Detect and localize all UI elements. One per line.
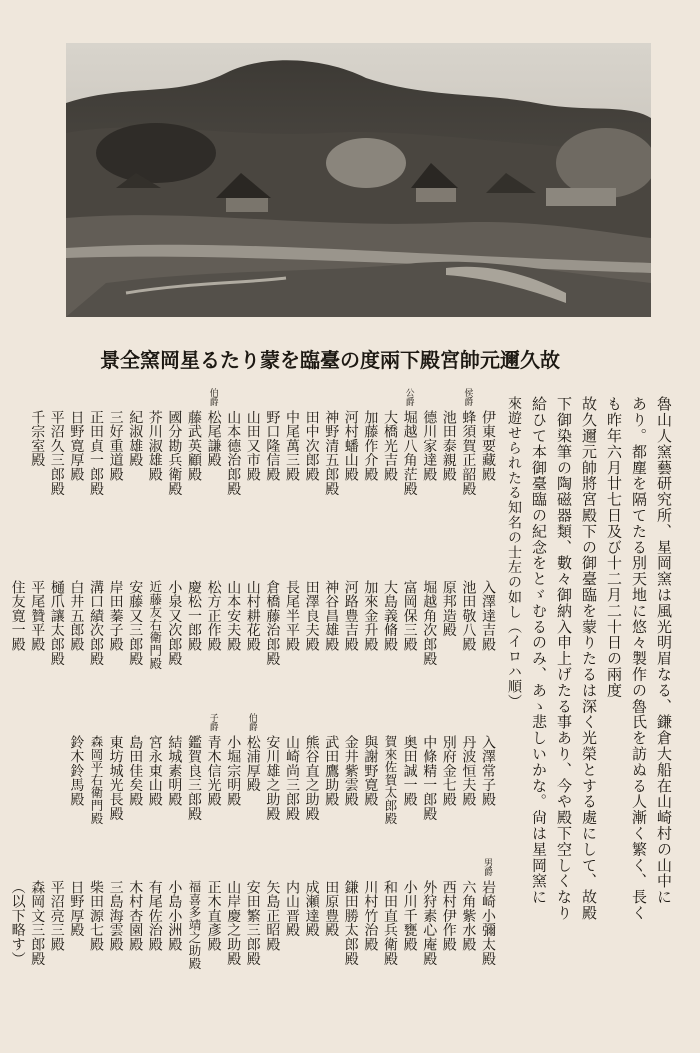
visitor-name: 外狩素心庵殿 bbox=[421, 880, 438, 966]
caption-char: 蒙 bbox=[260, 348, 280, 372]
visitor-name: 小泉又次郎殿 bbox=[166, 580, 183, 666]
visitor-name: 田中次郎殿 bbox=[303, 410, 320, 482]
visitor-name: 住友寛一殿 bbox=[9, 580, 26, 652]
visitor-name: 安川雄之助殿 bbox=[264, 735, 281, 821]
kiln-landscape-photo bbox=[66, 43, 651, 317]
visitor-name: 別府金七殿 bbox=[440, 735, 457, 807]
visitor-name: 國分勘兵衛殿 bbox=[166, 410, 183, 496]
visitor-name: 溝口績次郎殿 bbox=[88, 580, 104, 666]
caption-char: 窯 bbox=[140, 348, 160, 372]
visitor-name: 丹波恒夫殿 bbox=[460, 735, 477, 807]
visitor-name: 小堀宗明殿 bbox=[225, 735, 242, 807]
visitor-name: 結城素明殿 bbox=[166, 735, 183, 807]
visitor-name: 内山晋殿 bbox=[284, 880, 300, 938]
visitor-name: 白井五郎殿 bbox=[68, 580, 85, 652]
visitor-name: 近藤友右衛門殿 bbox=[147, 580, 163, 670]
landscape-image bbox=[66, 43, 651, 317]
visitor-name: 三好重道殿 bbox=[107, 410, 124, 482]
visitor-name: 松浦厚殿 bbox=[244, 735, 261, 793]
rank-label: 侯爵 bbox=[462, 388, 473, 406]
visitor-name: 神谷昌雄殿 bbox=[323, 580, 340, 652]
visitor-name: 神野清五郎殿 bbox=[323, 410, 340, 496]
intro-line: 魯山人窯藝研究所、星岡窯は風光明眉なる、鎌倉大船在山崎村の山中に bbox=[655, 396, 673, 905]
intro-line: あり。都塵を隔てたる別天地に悠々製作の魯氏を訪ぬる人漸く繁く、長く bbox=[630, 396, 648, 921]
visitor-name: 野口隆信殿 bbox=[264, 410, 281, 482]
photo-caption bbox=[100, 344, 560, 373]
visitor-name: 森岡文三郎殿 bbox=[29, 880, 46, 966]
rank-label: 伯爵 bbox=[207, 388, 218, 406]
caption-char: 久 bbox=[520, 348, 540, 372]
visitor-name: 入澤常子殿 bbox=[480, 735, 496, 807]
caption-char: 宮 bbox=[440, 348, 460, 372]
visitor-name: 德川家達殿 bbox=[421, 410, 438, 482]
rank-label: 子爵 bbox=[207, 713, 218, 731]
visitor-name: 池田泰親殿 bbox=[440, 410, 457, 482]
caption-char: 帥 bbox=[460, 348, 480, 372]
visitor-name: 平沼亮三殿 bbox=[48, 880, 65, 952]
visitor-name: 三島海雲殿 bbox=[107, 880, 124, 952]
visitor-name: 富岡保三殿 bbox=[401, 580, 418, 652]
visitor-name: 與謝野寛殿 bbox=[362, 735, 379, 807]
visitor-name: 成瀬達殿 bbox=[303, 880, 320, 938]
rank-label: 公爵 bbox=[403, 388, 414, 406]
visitor-name: 川村竹治殿 bbox=[362, 880, 379, 952]
visitor-name: 堀越八角茫殿 bbox=[401, 410, 418, 496]
visitor-name: 松尾謙殿 bbox=[205, 410, 222, 468]
visitor-name: 六角紫水殿 bbox=[460, 880, 477, 952]
visitor-name: 山本德治郎殿 bbox=[225, 410, 242, 496]
visitor-name: 河村蟠山殿 bbox=[342, 410, 359, 482]
intro-line: 下御染筆の陶磁器類、數々御納入申上げたる事あり、今や殿下空しくなり bbox=[555, 396, 573, 921]
visitor-name: 藤武英顧殿 bbox=[186, 410, 202, 482]
caption-char: 岡 bbox=[160, 348, 180, 372]
visitor-name: 東坊城光長殿 bbox=[107, 735, 124, 821]
visitor-name: 金井紫雲殿 bbox=[342, 735, 359, 807]
visitor-name: 奥田誠一殿 bbox=[401, 735, 418, 807]
caption-char: 景 bbox=[100, 348, 120, 372]
caption-char: 故 bbox=[540, 348, 560, 372]
caption-char: る bbox=[200, 348, 220, 372]
visitor-name: 日野厚殿 bbox=[68, 880, 85, 938]
visitor-name: 樋爪讓太郎殿 bbox=[48, 580, 65, 666]
caption-char: 元 bbox=[480, 348, 500, 372]
caption-char: 兩 bbox=[380, 348, 400, 372]
visitor-name: 安田繁三郎殿 bbox=[244, 880, 261, 966]
caption-char: 星 bbox=[180, 348, 200, 372]
visitor-name: 堀越角次郎殿 bbox=[421, 580, 438, 666]
visitor-name: 紀淑雄殿 bbox=[127, 410, 144, 468]
visitor-name: 原邦造殿 bbox=[440, 580, 457, 638]
caption-char: 臨 bbox=[300, 348, 320, 372]
visitor-name: 武田鷹助殿 bbox=[323, 735, 340, 807]
visitor-name: 青木信光殿 bbox=[205, 735, 222, 807]
visitor-name: 小島小洲殿 bbox=[166, 880, 183, 952]
visitor-name: 木村杏園殿 bbox=[127, 880, 144, 952]
visitor-name: 松方正作殿 bbox=[205, 580, 222, 652]
caption-char: り bbox=[240, 348, 260, 372]
intro-line: 故久邇元帥將宮殿下の御臺臨を蒙りたるは深く光榮とする處にして、故殿 bbox=[580, 396, 598, 921]
caption-char: 度 bbox=[360, 348, 380, 372]
caption-char: 臺 bbox=[320, 348, 340, 372]
visitor-name: 山本安夫殿 bbox=[225, 580, 242, 652]
visitor-name: 倉橋藤治郎殿 bbox=[264, 580, 281, 666]
visitor-name: 有尾佐治殿 bbox=[146, 880, 163, 952]
visitor-name: 大島義脩殿 bbox=[382, 580, 398, 652]
visitor-name: 平尾贊平殿 bbox=[29, 580, 46, 652]
visitor-name: 鎌田勝太郎殿 bbox=[342, 880, 359, 966]
visitor-name: 賀來佐賀太郎殿 bbox=[383, 735, 398, 825]
visitor-name: 加來金升殿 bbox=[362, 580, 379, 652]
visitor-name: 蜂須賀正韶殿 bbox=[460, 410, 477, 496]
visitor-name: （以下略す） bbox=[9, 880, 26, 966]
visitor-name: 加藤作介殿 bbox=[362, 410, 379, 482]
visitor-name: 柴田源七殿 bbox=[88, 880, 104, 952]
visitor-name: 山村耕花殿 bbox=[244, 580, 261, 652]
visitor-name: 中條精一郎殿 bbox=[421, 735, 438, 821]
visitor-name: 伊東要藏殿 bbox=[480, 410, 496, 482]
visitor-name: 長尾半平殿 bbox=[284, 580, 300, 652]
visitor-name: 山田又市殿 bbox=[244, 410, 261, 482]
visitor-name: 山岸慶之助殿 bbox=[225, 880, 242, 966]
visitor-name: 森岡平右衛門殿 bbox=[89, 735, 104, 825]
visitor-name: 岩崎小彌太殿 bbox=[480, 880, 496, 966]
visitor-name: 正田貞一郎殿 bbox=[88, 410, 104, 496]
visitor-name: 田原豊殿 bbox=[323, 880, 340, 938]
intro-line: も昨年六月廿七日及び十二月二十日の兩度 bbox=[605, 396, 623, 699]
visitor-name: 小川千甕殿 bbox=[401, 880, 418, 952]
visitor-name: 熊谷直之助殿 bbox=[303, 735, 320, 821]
rank-label: 男爵 bbox=[482, 858, 492, 876]
visitor-name: 中尾萬三殿 bbox=[284, 410, 300, 482]
visitor-name: 山崎尚三郎殿 bbox=[284, 735, 300, 821]
caption-char: を bbox=[280, 348, 300, 372]
visitor-name: 田澤良夫殿 bbox=[303, 580, 320, 652]
visitor-name: 池田敬八殿 bbox=[460, 580, 477, 652]
visitor-name: 和田直兵衛殿 bbox=[382, 880, 398, 966]
visitor-name: 矢島正昭殿 bbox=[264, 880, 281, 952]
rank-label: 伯爵 bbox=[246, 713, 257, 731]
visitor-name: 正木直彥殿 bbox=[205, 880, 222, 952]
visitor-name: 島田佳矣殿 bbox=[127, 735, 144, 807]
caption-char: 殿 bbox=[420, 348, 440, 372]
visitor-name: 慶松一郎殿 bbox=[186, 580, 202, 652]
visitor-name: 千宗室殿 bbox=[29, 410, 46, 468]
caption-char: 下 bbox=[400, 348, 420, 372]
intro-line: 給ひて本御臺臨の紀念をとゞむるのみ、あゝ悲しいかな。尙は星岡窯に bbox=[530, 396, 548, 905]
visitor-name: 岸田蓁子殿 bbox=[107, 580, 124, 652]
visitor-name: 入澤達吉殿 bbox=[480, 580, 496, 652]
caption-char: の bbox=[340, 348, 360, 372]
visitor-name: 芥川淑雄殿 bbox=[146, 410, 163, 482]
visitor-name: 鈴木鈴馬殿 bbox=[68, 735, 85, 807]
visitor-name: 宮永東山殿 bbox=[146, 735, 163, 807]
visitor-name: 平沼久三郎殿 bbox=[48, 410, 65, 496]
visitor-name: 鑑賀良三郎殿 bbox=[186, 735, 202, 821]
caption-char: た bbox=[220, 348, 240, 372]
visitor-name: 西村伊作殿 bbox=[440, 880, 457, 952]
visitor-name: 福喜多靖之助殿 bbox=[187, 880, 202, 970]
visitor-name: 大橋光吉殿 bbox=[382, 410, 398, 482]
visitor-name: 安藤又三郎殿 bbox=[127, 580, 144, 666]
visitor-name: 河路豊吉殿 bbox=[342, 580, 359, 652]
caption-char: 邇 bbox=[500, 348, 520, 372]
visitor-list bbox=[9, 388, 496, 1030]
intro-line: 來遊せられたる知名の士左の如し（イロハ順） bbox=[506, 396, 522, 709]
caption-char: 全 bbox=[120, 348, 140, 372]
visitor-name: 日野寛厚殿 bbox=[68, 410, 85, 482]
intro-paragraph bbox=[501, 396, 676, 921]
